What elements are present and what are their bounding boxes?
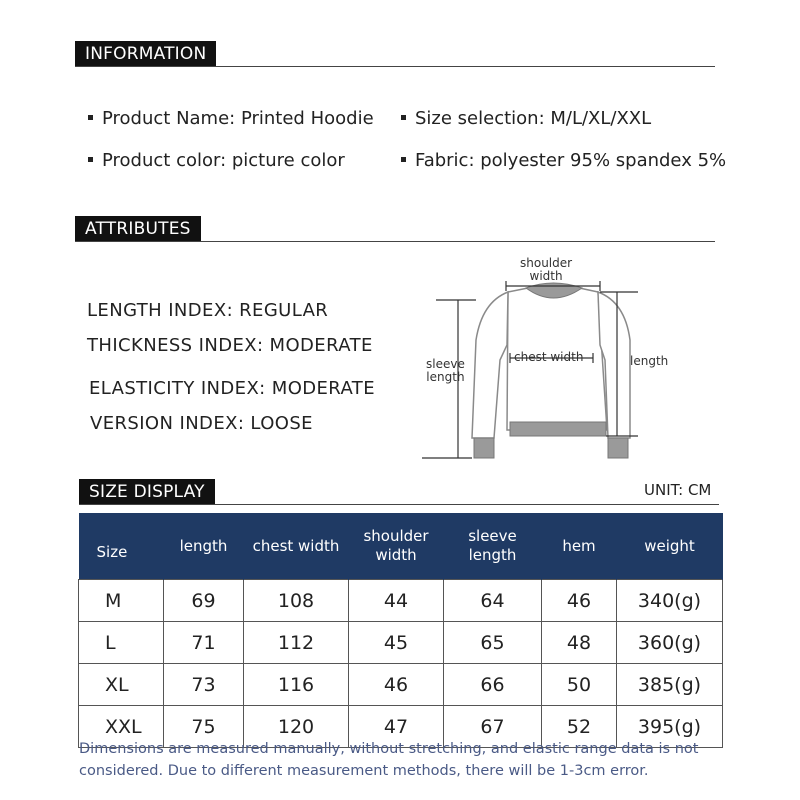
size-display-heading: SIZE DISPLAY (79, 479, 215, 505)
info-product-name: Product Name: Printed Hoodie (88, 108, 374, 129)
cell-chest-width: 116 (244, 664, 349, 706)
cell-chest-width: 120 (244, 706, 349, 748)
information-divider (75, 66, 715, 67)
length-label: length (630, 354, 669, 368)
cell-shoulder-width: 44 (349, 580, 444, 622)
chest-width-label: chest width (514, 350, 584, 364)
sweater-hem (510, 422, 606, 436)
information-heading: INFORMATION (75, 41, 216, 67)
cell-sleeve-length: 64 (444, 580, 542, 622)
length-index: LENGTH INDEX: REGULAR (87, 300, 329, 321)
cell-hem: 46 (542, 580, 617, 622)
version-index: VERSION INDEX: LOOSE (90, 413, 313, 434)
cell-weight: 340(g) (617, 580, 723, 622)
col-header-chest-width: chest width (244, 513, 349, 580)
cell-size: L (79, 622, 164, 664)
attributes-heading: ATTRIBUTES (75, 216, 201, 242)
elasticity-index: ELASTICITY INDEX: MODERATE (89, 378, 375, 399)
table-row (79, 622, 723, 664)
cell-chest-width: 108 (244, 580, 349, 622)
sweater-right-cuff (608, 438, 628, 458)
cell-hem: 52 (542, 706, 617, 748)
col-header-size: Size (79, 513, 164, 580)
info-size-selection: Size selection: M/L/XL/XXL (401, 108, 651, 129)
cell-shoulder-width: 46 (349, 664, 444, 706)
bullet-icon (88, 115, 93, 120)
sweater-left-sleeve (472, 292, 508, 438)
size-display-divider (79, 504, 719, 505)
measurement-note: Dimensions are measured manually, without stretching, and elastic range data is not considered. Due to different measurement methods, there will be 1-3cm error. (79, 741, 699, 779)
cell-weight: 395(g) (617, 706, 723, 748)
info-product-color: Product color: picture color (88, 150, 345, 171)
cell-chest-width: 112 (244, 622, 349, 664)
cell-hem: 48 (542, 622, 617, 664)
col-header-weight: weight (617, 513, 723, 580)
attributes-divider (75, 241, 715, 242)
cell-length: 73 (164, 664, 244, 706)
unit-label: UNIT: CM (644, 481, 712, 499)
bullet-icon (401, 115, 406, 120)
table-row (79, 580, 723, 622)
cell-length: 71 (164, 622, 244, 664)
col-header-shoulder-width: shoulder width (349, 513, 444, 580)
bullet-icon (401, 157, 406, 162)
cell-length: 75 (164, 706, 244, 748)
cell-weight: 360(g) (617, 622, 723, 664)
cell-sleeve-length: 66 (444, 664, 542, 706)
cell-sleeve-length: 65 (444, 622, 542, 664)
sweater-left-cuff (474, 438, 494, 458)
cell-weight: 385(g) (617, 664, 723, 706)
size-table (78, 513, 723, 748)
cell-length: 69 (164, 580, 244, 622)
cell-size: XL (79, 664, 164, 706)
shoulder-width-label: shoulder width (520, 256, 573, 283)
cell-hem: 50 (542, 664, 617, 706)
cell-size: M (79, 580, 164, 622)
bullet-icon (88, 157, 93, 162)
cell-shoulder-width: 45 (349, 622, 444, 664)
sleeve-length-label: sleeve length (426, 357, 465, 384)
col-header-length: length (164, 513, 244, 580)
cell-size: XXL (79, 706, 164, 748)
table-row (79, 664, 723, 706)
cell-shoulder-width: 47 (349, 706, 444, 748)
size-table-header-row (79, 513, 723, 580)
col-header-sleeve-length: sleeve length (444, 513, 542, 580)
info-fabric: Fabric: polyester 95% spandex 5% (401, 150, 726, 171)
cell-sleeve-length: 67 (444, 706, 542, 748)
thickness-index: THICKNESS INDEX: MODERATE (87, 335, 373, 356)
col-header-hem: hem (542, 513, 617, 580)
